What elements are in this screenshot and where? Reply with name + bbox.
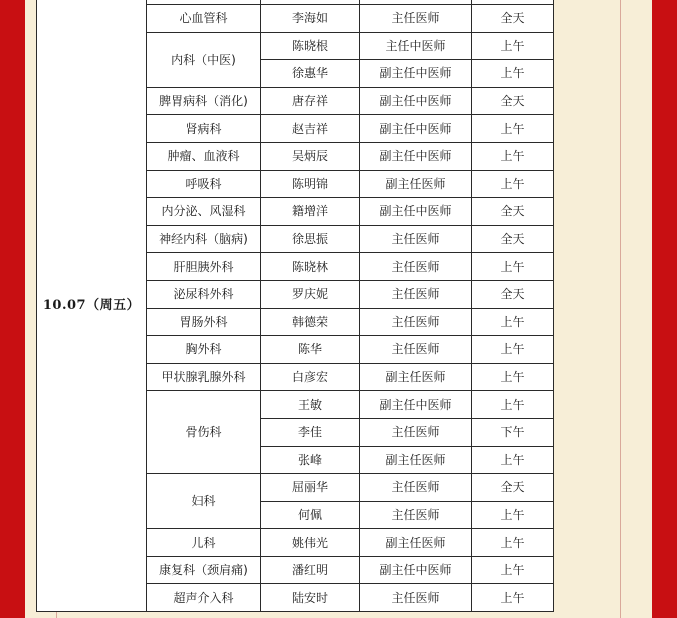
doctor-name-cell: 唐存祥	[261, 87, 360, 115]
department-cell: 呼吸科	[147, 170, 261, 198]
doctor-title-cell: 主任医师	[360, 308, 472, 336]
clinic-time-cell: 上午	[472, 556, 554, 584]
clinic-time-cell: 上午	[472, 142, 554, 170]
doctor-schedule-table	[36, 0, 554, 612]
doctor-title-cell: 副主任中医师	[360, 391, 472, 419]
red-frame-left	[0, 0, 25, 618]
doctor-name-cell: 张峰	[261, 446, 360, 474]
department-cell: 脾胃病科（消化)	[147, 87, 261, 115]
department-cell: 甲状腺乳腺外科	[147, 363, 261, 391]
clinic-time-cell: 上午	[472, 529, 554, 557]
doctor-name-cell: 罗庆妮	[261, 280, 360, 308]
clinic-time-cell: 上午	[472, 115, 554, 143]
clinic-time-cell: 上午	[472, 308, 554, 336]
department-cell: 心血管科	[147, 5, 261, 33]
doctor-title-cell: 主任中医师	[360, 32, 472, 60]
clinic-time-cell: 全天	[472, 225, 554, 253]
doctor-title-cell: 副主任医师	[360, 170, 472, 198]
department-cell: 胃肠外科	[147, 308, 261, 336]
doctor-title-cell: 主任医师	[360, 418, 472, 446]
clinic-time-cell: 上午	[472, 391, 554, 419]
doctor-name-cell: 李佳	[261, 418, 360, 446]
doctor-title-cell: 副主任中医师	[360, 142, 472, 170]
clinic-time-cell: 上午	[472, 446, 554, 474]
doctor-name-cell: 吴炳辰	[261, 142, 360, 170]
department-cell: 妇科	[147, 474, 261, 529]
doctor-name-cell: 屈丽华	[261, 474, 360, 502]
doctor-name-cell: 韩德荣	[261, 308, 360, 336]
department-cell: 内科（中医)	[147, 32, 261, 87]
clinic-time-cell: 上午	[472, 170, 554, 198]
doctor-name-cell: 陈晓根	[261, 32, 360, 60]
department-cell: 胸外科	[147, 336, 261, 364]
clinic-time-cell: 全天	[472, 474, 554, 502]
department-cell: 肿瘤、血液科	[147, 142, 261, 170]
doctor-title-cell: 主任医师	[360, 280, 472, 308]
department-cell: 神经内科（脑病)	[147, 225, 261, 253]
clinic-time-cell: 上午	[472, 501, 554, 529]
doctor-title-cell: 主任医师	[360, 225, 472, 253]
doctor-title-cell: 副主任中医师	[360, 556, 472, 584]
doctor-name-cell: 白彦宏	[261, 363, 360, 391]
clinic-time-cell: 全天	[472, 280, 554, 308]
doctor-name-cell: 王敏	[261, 391, 360, 419]
clinic-time-cell: 全天	[472, 198, 554, 226]
department-cell: 康复科（颈肩痛)	[147, 556, 261, 584]
clinic-time-cell: 上午	[472, 584, 554, 612]
department-cell: 泌尿科外科	[147, 280, 261, 308]
doctor-title-cell: 主任医师	[360, 253, 472, 281]
clinic-time-cell: 全天	[472, 87, 554, 115]
department-cell: 内分泌、风湿科	[147, 198, 261, 226]
department-cell: 儿科	[147, 529, 261, 557]
doctor-name-cell: 籍增洋	[261, 198, 360, 226]
doctor-title-cell: 副主任医师	[360, 446, 472, 474]
department-cell: 超声介入科	[147, 584, 261, 612]
department-cell: 肾病科	[147, 115, 261, 143]
doctor-title-cell: 副主任医师	[360, 529, 472, 557]
doctor-title-cell: 副主任医师	[360, 363, 472, 391]
doctor-title-cell: 主任医师	[360, 5, 472, 33]
clinic-time-cell: 上午	[472, 253, 554, 281]
doctor-name-cell: 陈晓林	[261, 253, 360, 281]
doctor-name-cell: 姚伟光	[261, 529, 360, 557]
date-cell: 10.07（周五）	[37, 0, 147, 612]
doctor-name-cell: 陈明锦	[261, 170, 360, 198]
red-frame-right	[652, 0, 677, 618]
doctor-title-cell: 副主任中医师	[360, 60, 472, 88]
doctor-name-cell: 李海如	[261, 5, 360, 33]
department-cell: 骨伤科	[147, 391, 261, 474]
panel-inner-line-right	[620, 0, 621, 618]
doctor-title-cell: 主任医师	[360, 584, 472, 612]
doctor-name-cell: 何佩	[261, 501, 360, 529]
doctor-name-cell: 陆安时	[261, 584, 360, 612]
schedule-table-body	[37, 0, 554, 612]
doctor-title-cell: 副主任中医师	[360, 87, 472, 115]
doctor-title-cell: 副主任中医师	[360, 198, 472, 226]
clinic-time-cell: 上午	[472, 60, 554, 88]
clinic-time-cell: 下午	[472, 418, 554, 446]
doctor-title-cell: 副主任中医师	[360, 115, 472, 143]
doctor-title-cell: 主任医师	[360, 501, 472, 529]
doctor-name-cell: 徐惠华	[261, 60, 360, 88]
doctor-title-cell: 主任医师	[360, 336, 472, 364]
doctor-name-cell: 徐思振	[261, 225, 360, 253]
clinic-time-cell: 上午	[472, 336, 554, 364]
doctor-name-cell: 潘红明	[261, 556, 360, 584]
clinic-time-cell: 上午	[472, 32, 554, 60]
clinic-time-cell: 上午	[472, 363, 554, 391]
doctor-title-cell: 主任医师	[360, 474, 472, 502]
department-cell: 肝胆胰外科	[147, 253, 261, 281]
doctor-name-cell: 陈华	[261, 336, 360, 364]
clinic-time-cell: 全天	[472, 5, 554, 33]
doctor-name-cell: 赵吉祥	[261, 115, 360, 143]
